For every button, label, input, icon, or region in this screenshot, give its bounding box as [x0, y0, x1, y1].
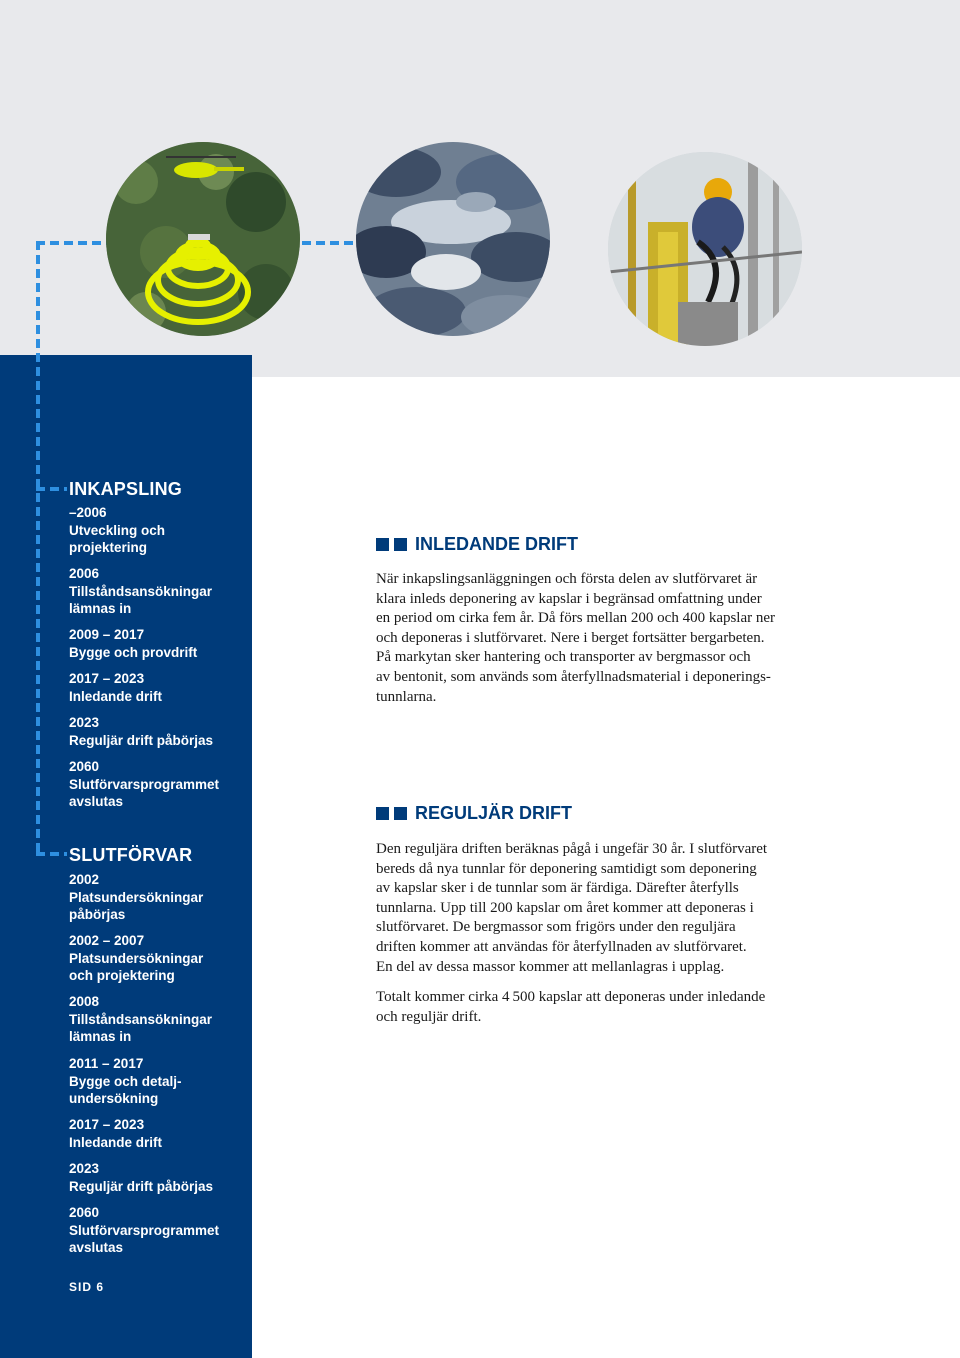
- text-line: bereds då nya tunnlar för deponering samtidigt som deponering: [376, 860, 757, 877]
- entry-text: Slutförvarsprogrammet: [69, 1222, 220, 1238]
- grey-strip: [252, 355, 960, 377]
- entry-text: Utveckling och: [69, 522, 166, 538]
- entry-year: 2002: [69, 872, 100, 887]
- text-line: tunnlarna.: [376, 688, 437, 705]
- entry-text: Platsundersökningar: [69, 889, 204, 905]
- entry-year: 2002 – 2007: [69, 933, 145, 948]
- entry-year: 2017 – 2023: [69, 671, 145, 686]
- reguljar-body-2: [376, 988, 816, 1027]
- entry-text: lämnas in: [69, 601, 132, 616]
- text-line: klara inleds deponering av kapslar i begränsad omfattning under: [376, 590, 762, 607]
- square-icon: [376, 807, 389, 820]
- entry-year: 2060: [69, 759, 100, 774]
- text-line: slutförvaret. De bergmassor som frigörs under den reguljära: [376, 919, 736, 936]
- photo-helicopter: [106, 142, 300, 336]
- inledande-title-text: INLEDANDE DRIFT: [415, 534, 578, 554]
- inkapsling-entry-1: [69, 504, 249, 557]
- inkapsling-entry-5: [69, 714, 249, 749]
- slutforvar-heading: SLUTFÖRVAR: [69, 845, 193, 865]
- dash-inkapsling: [36, 487, 67, 491]
- text-line: Den reguljära driften beräknas pågå i ungefär 30 år. I slutförvaret: [376, 841, 768, 857]
- entry-year: 2011 – 2017: [69, 1056, 144, 1071]
- entry-text: Reguljär drift påbörjas: [69, 1178, 214, 1194]
- photo-rocks: [356, 142, 550, 336]
- entry-text: Tillståndsansökningar: [69, 583, 213, 599]
- reguljar-title: [376, 803, 572, 824]
- square-icon: [394, 538, 407, 551]
- entry-year: –2006: [69, 505, 107, 520]
- photo-drilling: [608, 152, 802, 346]
- inledande-title: [376, 534, 578, 555]
- text-line: av bentonit, som används som återfyllnadsmaterial i deponerings-: [376, 668, 771, 685]
- text-line: och reguljär drift.: [376, 1008, 482, 1025]
- slutforvar-entry-5: [69, 1116, 249, 1151]
- entry-year: 2023: [69, 1161, 100, 1176]
- entry-year: 2006: [69, 566, 100, 581]
- text-line: En del av dessa massor kommer att mellanlagras i upplag.: [376, 958, 725, 975]
- square-icon: [376, 538, 389, 551]
- text-line: Totalt kommer cirka 4 500 kapslar att deponeras under inledande: [376, 989, 766, 1005]
- entry-text: Tillståndsansökningar: [69, 1011, 213, 1027]
- slutforvar-entry-1: [69, 871, 249, 924]
- entry-text: och projektering: [69, 968, 175, 983]
- entry-text: Bygge och provdrift: [69, 644, 198, 660]
- page-number: SID 6: [69, 1280, 105, 1294]
- entry-year: 2009 – 2017: [69, 627, 145, 642]
- text-line: När inkapslingsanläggningen och första delen av slutförvaret är: [376, 571, 758, 587]
- entry-text: avslutas: [69, 794, 124, 809]
- reguljar-title-text: REGULJÄR DRIFT: [415, 803, 572, 823]
- inledande-body: [376, 570, 816, 707]
- entry-year: 2060: [69, 1205, 100, 1220]
- entry-text: påbörjas: [69, 907, 126, 922]
- inkapsling-entry-6: [69, 758, 249, 811]
- entry-text: avslutas: [69, 1240, 124, 1255]
- text-line: driften kommer att användas för återfyllnaden av slutförvaret.: [376, 938, 747, 955]
- slutforvar-entry-6: [69, 1160, 249, 1195]
- entry-text: Inledande drift: [69, 688, 163, 704]
- inkapsling-entry-2: [69, 565, 249, 618]
- text-line: På markytan sker hantering och transporter av bergmassor och: [376, 649, 751, 666]
- entry-text: Bygge och detalj-: [69, 1073, 182, 1089]
- slutforvar-entry-2: [69, 932, 249, 985]
- entry-text: undersökning: [69, 1091, 159, 1106]
- text-line: av kapslar sker i de tunnlar som är färdiga. Därefter återfylls: [376, 880, 739, 897]
- slutforvar-entry-3: [69, 993, 249, 1046]
- entry-year: 2017 – 2023: [69, 1117, 145, 1132]
- entry-text: Platsundersökningar: [69, 950, 204, 966]
- text-line: tunnlarna. Upp till 200 kapslar om året kommer att deponeras i: [376, 899, 754, 916]
- entry-text: Reguljär drift påbörjas: [69, 732, 214, 748]
- inkapsling-entry-3: [69, 626, 249, 661]
- entry-text: projektering: [69, 540, 148, 555]
- square-icon: [394, 807, 407, 820]
- dash-slutforvar: [36, 852, 67, 856]
- text-line: och deponeras i slutförvaret. Nere i berget fortsätter bergarbeten.: [376, 629, 765, 646]
- text-line: en period om cirka fem år. Då förs mellan 200 och 400 kapslar ner: [376, 610, 776, 627]
- slutforvar-entry-4: [69, 1055, 249, 1108]
- reguljar-body: [376, 840, 816, 977]
- inkapsling-entry-4: [69, 670, 249, 705]
- inkapsling-heading: INKAPSLING: [69, 479, 183, 499]
- slutforvar-entry-7: [69, 1204, 249, 1257]
- entry-text: Inledande drift: [69, 1134, 163, 1150]
- entry-year: 2008: [69, 994, 100, 1009]
- dash-vertical: [36, 241, 40, 853]
- entry-text: Slutförvarsprogrammet: [69, 776, 220, 792]
- entry-text: lämnas in: [69, 1029, 132, 1044]
- entry-year: 2023: [69, 715, 100, 730]
